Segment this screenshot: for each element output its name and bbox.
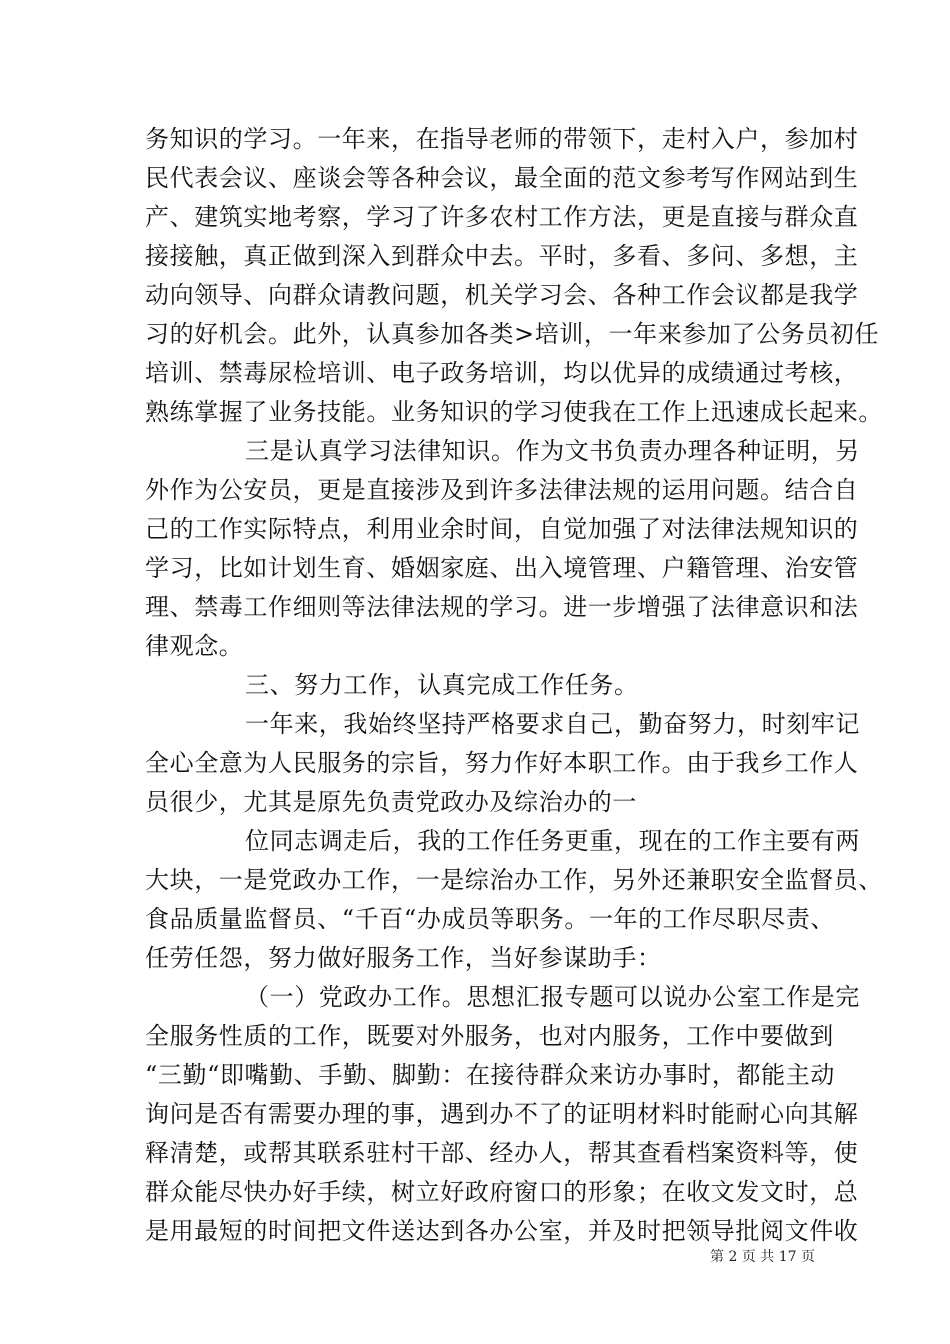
body-line: 学习，比如计划生育、婚姻家庭、出入境管理、户籍管理、治安管 [145, 554, 859, 582]
paragraph-first-line: 三是认真学习法律知识。作为文书负责办理各种证明，另 [245, 437, 860, 465]
body-line: 理、禁毒工作细则等法律法规的学习。进一步增强了法律意识和法 [145, 593, 859, 621]
body-line: 全服务性质的工作，既要对外服务，也对内服务，工作中要做到 [145, 1022, 834, 1050]
body-line: 询问是否有需要办理的事，遇到办不了的证明材料时能耐心向其解 [145, 1100, 859, 1128]
body-line: 外作为公安员，更是直接涉及到许多法律法规的运用问题。结合自 [145, 476, 859, 504]
body-line: 培训、禁毒尿检培训、电子政务培训，均以优异的成绩通过考核， [145, 359, 859, 387]
page-number: 第 2 页 共 17 页 [710, 1249, 815, 1265]
body-line: “三勤“即嘴勤、手勤、脚勤：在接待群众来访办事时，都能主动 [145, 1061, 835, 1089]
body-line: 是用最短的时间把文件送达到各办公室，并及时把领导批阅文件收 [145, 1217, 859, 1245]
body-line: 接接触，真正做到深入到群众中去。平时，多看、多问、多想，主 [145, 242, 859, 270]
body-line: 律观念。 [145, 632, 244, 660]
body-line: 大块，一是党政办工作，一是综治办工作，另外还兼职安全监督员、 [145, 866, 883, 894]
body-line: 释清楚，或帮其联系驻村干部、经办人，帮其查看档案资料等，使 [145, 1139, 859, 1167]
body-line: 全心全意为人民服务的宗旨，努力作好本职工作。由于我乡工作人 [145, 749, 859, 777]
body-line: 群众能尽快办好手续，树立好政府窗口的形象；在收文发文时，总 [145, 1178, 859, 1206]
section-heading: 三、努力工作，认真完成工作任务。 [245, 671, 639, 699]
body-line: 己的工作实际特点，利用业余时间，自觉加强了对法律法规知识的 [145, 515, 859, 543]
body-line: 民代表会议、座谈会等各种会议，最全面的范文参考写作网站到生 [145, 164, 859, 192]
body-line: 习的好机会。此外，认真参加各类>培训，一年来参加了公务员初任 [145, 320, 880, 348]
body-line: 动向领导、向群众请教问题，机关学习会、各种工作会议都是我学 [145, 281, 859, 309]
body-line: 熟练掌握了业务技能。业务知识的学习使我在工作上迅速成长起来。 [145, 398, 883, 426]
paragraph-first-line: 位同志调走后，我的工作任务更重，现在的工作主要有两 [245, 827, 860, 855]
body-line: 食品质量监督员、“千百“办成员等职务。一年的工作尽职尽责、 [145, 905, 835, 933]
paragraph-first-line: （一）党政办工作。思想汇报专题可以说办公室工作是完 [245, 983, 860, 1011]
body-line: 任劳任怨，努力做好服务工作，当好参谋助手： [145, 944, 662, 972]
body-line: 务知识的学习。一年来，在指导老师的带领下，走村入户，参加村 [145, 125, 859, 153]
paragraph-first-line: 一年来，我始终坚持严格要求自己，勤奋努力，时刻牢记 [245, 710, 860, 738]
body-line: 产、建筑实地考察，学习了许多农村工作方法，更是直接与群众直 [145, 203, 859, 231]
body-line: 员很少，尤其是原先负责党政办及综治办的一 [145, 788, 637, 816]
